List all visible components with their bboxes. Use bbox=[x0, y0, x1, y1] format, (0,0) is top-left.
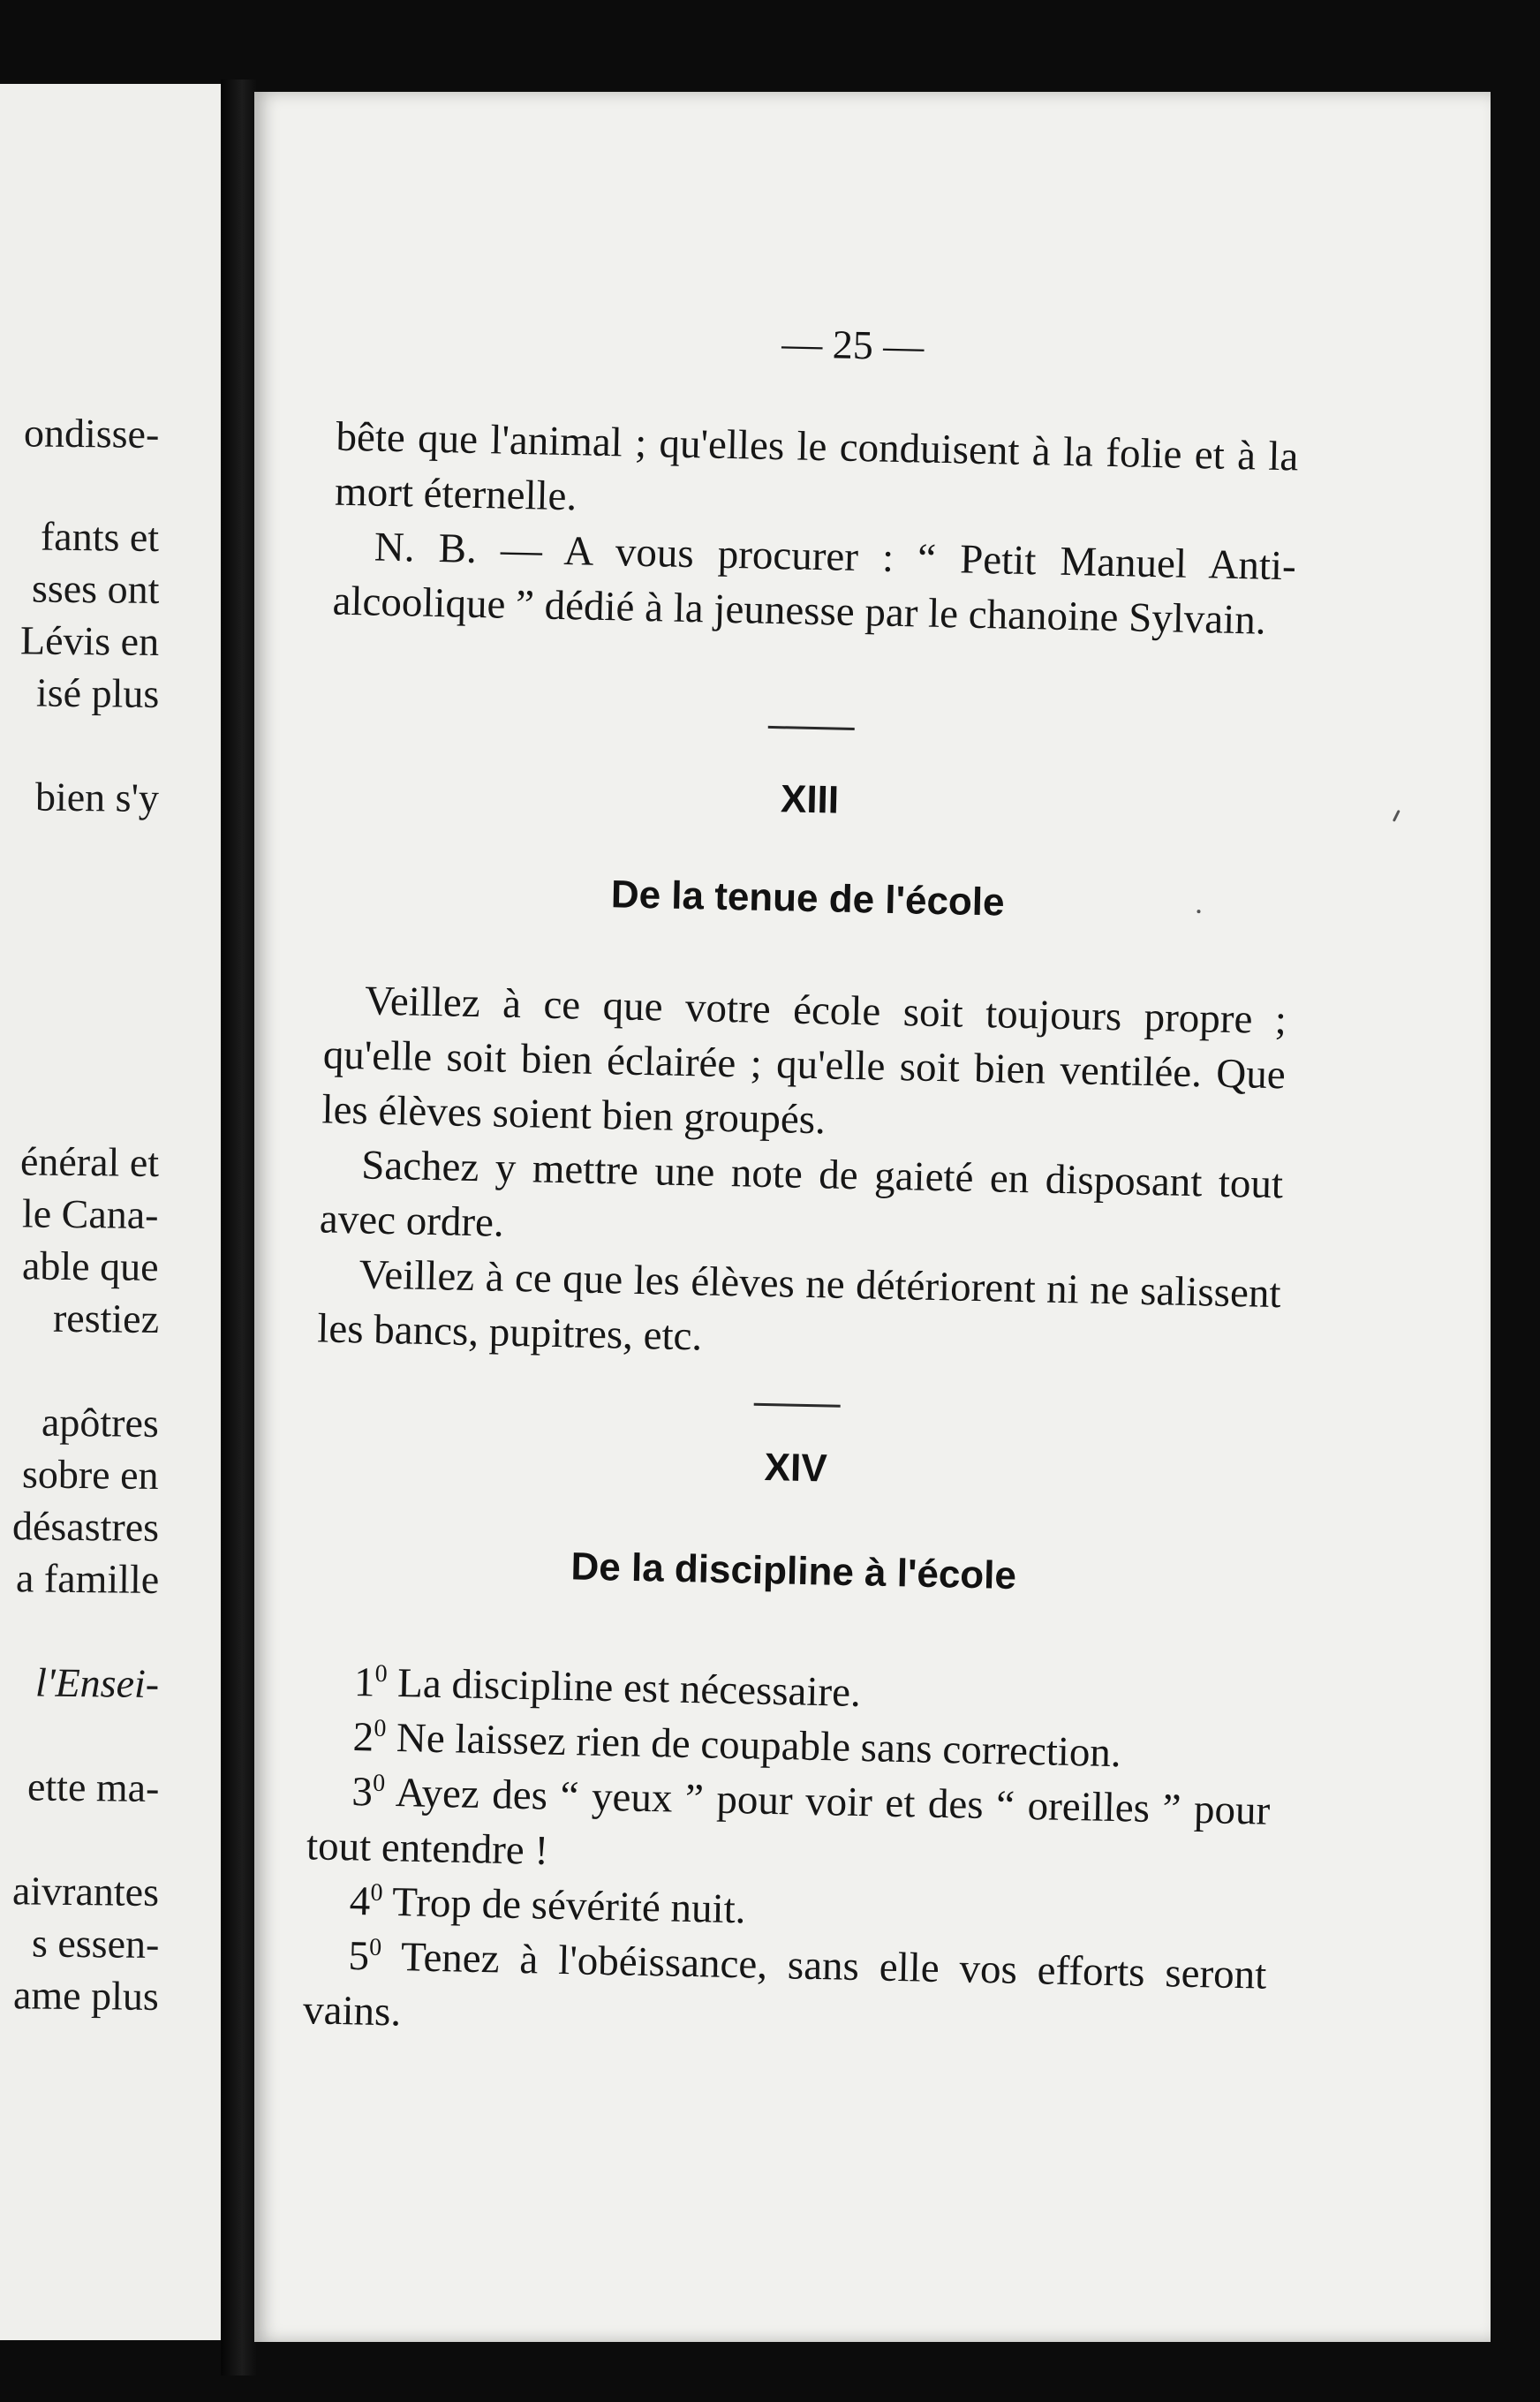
item-number: 4 bbox=[349, 1877, 371, 1925]
page-content bbox=[254, 92, 1491, 2342]
section-title: De la tenue de l'école bbox=[610, 872, 1006, 925]
left-page-line: fants et bbox=[40, 513, 160, 560]
item-number: 2 bbox=[352, 1713, 374, 1761]
left-page-line: restiez bbox=[52, 1295, 160, 1341]
item-text: La discipline est nécessaire. bbox=[396, 1660, 862, 1716]
page-number: — 25 — bbox=[781, 321, 925, 369]
left-page-line: ondisse- bbox=[23, 410, 160, 457]
dust-speck bbox=[1393, 810, 1400, 822]
intro-paragraph: bête que l'animal ; qu'elles le conduisent à la folie et à la mort éternelle. bbox=[334, 413, 1299, 520]
item-number: 1 bbox=[353, 1658, 376, 1706]
item-number-superscript: 0 bbox=[370, 1878, 383, 1907]
left-page-line: ette ma- bbox=[26, 1764, 160, 1810]
left-page-line: sobre en bbox=[22, 1451, 160, 1498]
book-spine-shadow bbox=[221, 79, 256, 2376]
item-text: Tenez à l'obéissance, sans elle vos efforts seront vains. bbox=[302, 1934, 1267, 2036]
section-number: XIII bbox=[780, 777, 840, 822]
section-divider bbox=[768, 726, 855, 730]
section-paragraph: Sachez y mettre une note de gaieté en disposant tout avec ordre. bbox=[319, 1142, 1284, 1246]
left-page-line: ame plus bbox=[12, 1972, 160, 2019]
dust-speck bbox=[1197, 910, 1200, 913]
left-page-line: bien s'y bbox=[34, 774, 160, 820]
left-page-line: able que bbox=[22, 1243, 160, 1289]
left-page-line: apôtres bbox=[41, 1399, 160, 1446]
item-number-superscript: 0 bbox=[372, 1769, 386, 1798]
left-page-line: sses ont bbox=[31, 565, 160, 612]
left-page-line: isé plus bbox=[35, 669, 160, 716]
item-number: 3 bbox=[351, 1768, 374, 1816]
discipline-list-item bbox=[303, 1919, 1268, 2057]
item-text: Ne laissez rien de coupable sans correction. bbox=[396, 1715, 1122, 1777]
item-number-superscript: 0 bbox=[374, 1714, 387, 1743]
left-page-line: a famille bbox=[15, 1555, 160, 1602]
section-divider bbox=[754, 1403, 841, 1408]
item-text: Trop de sévérité nuit. bbox=[391, 1878, 746, 1933]
section-number: XIV bbox=[764, 1446, 828, 1491]
left-page-line: s essen- bbox=[31, 1920, 160, 1967]
nb-paragraph: N. B. — A vous procurer : “ Petit Manuel Anti-alcoolique ” dédié à la jeunesse par le chanoine Sylvain. bbox=[332, 524, 1297, 644]
left-page-fragment bbox=[0, 84, 223, 2340]
item-number-superscript: 0 bbox=[374, 1659, 389, 1688]
item-number-superscript: 0 bbox=[368, 1933, 382, 1962]
section-paragraph: Veillez à ce que les élèves ne détériorent ni ne salissent les bancs, pupitres, etc. bbox=[316, 1251, 1281, 1360]
section-paragraph: Veillez à ce que votre école soit toujours propre ; qu'elle soit bien éclairée ; qu'elle soit bien ventilée. Que les élèves soient bien groupés. bbox=[321, 978, 1287, 1144]
item-number: 5 bbox=[347, 1932, 370, 1980]
left-page-line: le Cana- bbox=[22, 1190, 160, 1237]
left-page-line: aivrantes bbox=[11, 1868, 160, 1915]
left-page-line: désastres bbox=[11, 1503, 160, 1550]
right-page bbox=[254, 92, 1491, 2342]
left-page-line: énéral et bbox=[19, 1138, 160, 1185]
section-title: De la discipline à l'école bbox=[570, 1545, 1017, 1598]
left-page-line: l'Ensei- bbox=[34, 1659, 160, 1706]
item-text: Ayez des “ yeux ” pour voir et des “ oreilles ” pour tout entendre ! bbox=[306, 1769, 1271, 1874]
left-page-line: Lévis en bbox=[19, 617, 160, 664]
